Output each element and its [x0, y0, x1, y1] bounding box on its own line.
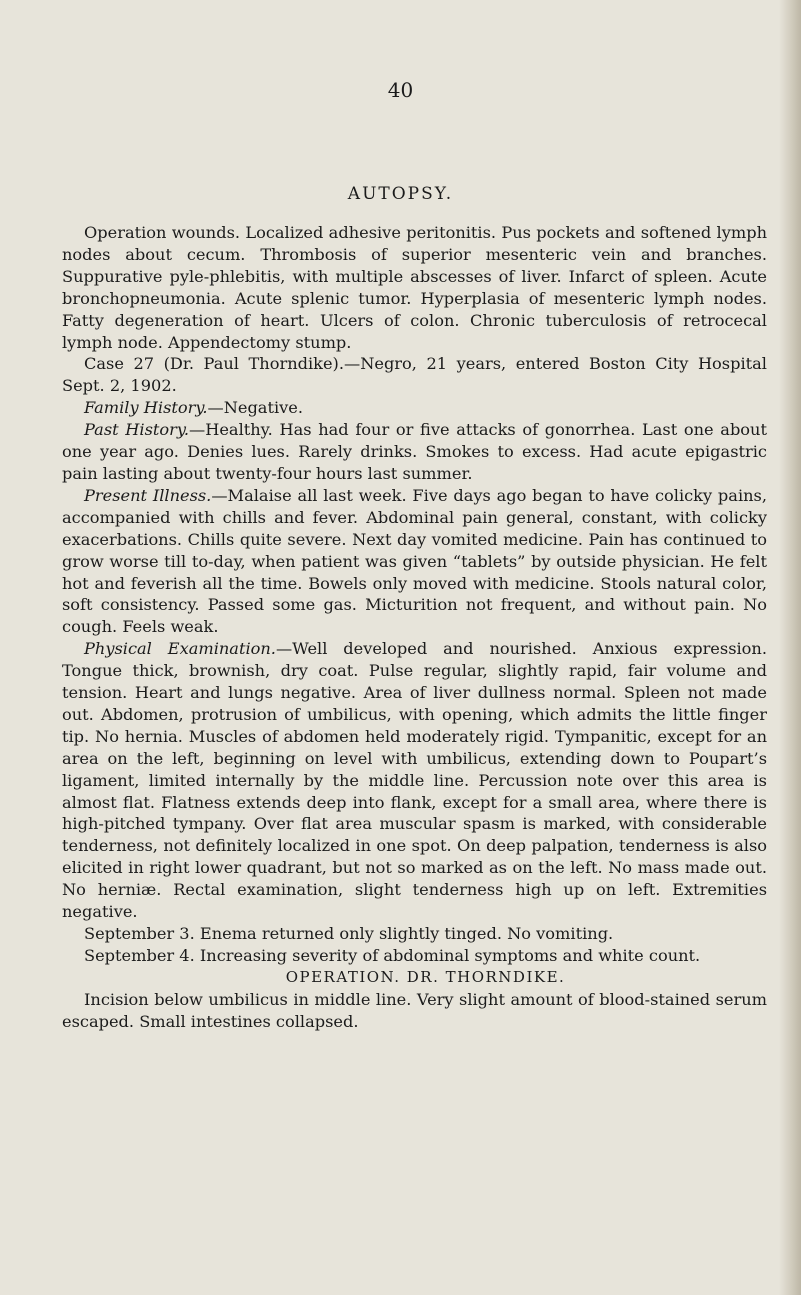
- present-illness-label: Present Illness.: [84, 485, 212, 505]
- past-history-label: Past History.: [84, 420, 190, 440]
- body-text: [62, 222, 767, 1033]
- family-history-paragraph: [62, 397, 767, 419]
- physical-examination-label: Physical Examination.: [84, 639, 276, 659]
- case-intro-paragraph: Case 27 (Dr. Paul Thorndike).—Negro, 21 years, entered Boston City Hospital Sept. 2, 1902.: [62, 354, 767, 396]
- family-history-text: —Negative.: [207, 398, 304, 418]
- physical-examination-text: —Well developed and nourished. Anxious expression. Tongue thick, brownish, dry coat. Pulse regular, slightly rapid, fair volume and tension. Heart and lungs negative. Area of liver dullness normal. Spleen not made out. Abdomen, protrusion of umbilicus, with opening, which admits the little finger tip. No hernia. Muscles of abdomen held moderately rigid. Tympanitic, except for an area on the left, beginning on level with umbilicus, extending down to Poupart’s ligament, limited internally by the middle line. Percussion note over this area is almost flat. Flatness extends deep into flank, except for a small area, where there is high-pitched tympany. Over flat area muscular spasm is marked, with considerable tenderness, not definitely localized in one spot. On deep palpation, tenderness is also elicited in right lower quadrant, but not so marked as on the left. No mass made out. No herniæ. Rectal examination, slight tenderness high up on left. Extremities negative.: [62, 639, 767, 922]
- present-illness-text: —Malaise all last week. Five days ago began to have colicky pains, accompanied with chills and fever. Abdominal pain general, constant, with colicky exacerbations. Chills quite severe. Next day vomited medicine. Pain has continued to grow worse till to-day, when patient was given “tablets” by outside physician. He felt hot and feverish all the time. Bowels only moved with medicine. Stools natural color, soft consistency. Passed some gas. Micturition not frequent, and without pain. No cough. Feels weak.: [62, 485, 767, 637]
- operation-heading: OPERATION. DR. THORNDIKE.: [285, 967, 566, 986]
- present-illness-paragraph: [62, 485, 767, 638]
- past-history-text: —Healthy. Has had four or five attacks of gonorrhea. Last one about one year ago. Denies lues. Rarely drinks. Smokes to excess. Had acute epigastric pain lasting about twenty-four hours last summer.: [62, 420, 767, 483]
- physical-examination-paragraph: [62, 638, 767, 923]
- family-history-label: Family History.: [84, 398, 208, 418]
- past-history-paragraph: [62, 419, 767, 485]
- operation-paragraph: Incision below umbilicus in middle line. Very slight amount of blood-stained serum escaped. Small intestines collapsed.: [62, 989, 767, 1031]
- september-4-paragraph: September 4. Increasing severity of abdominal symptoms and white count.: [84, 945, 701, 965]
- autopsy-paragraph: Operation wounds. Localized adhesive peritonitis. Pus pockets and softened lymph nodes about cecum. Thrombosis of superior mesenteric vein and branches. Suppurative pyle-phlebitis, with multiple abscesses of liver. Infarct of spleen. Acute bronchopneumonia. Acute splenic tumor. Hyperplasia of mesenteric lymph nodes. Fatty degeneration of heart. Ulcers of colon. Chronic tuberculosis of retrocecal lymph node. Appendectomy stump.: [62, 223, 767, 352]
- september-3-paragraph: September 3. Enema returned only slightly tinged. No vomiting.: [84, 924, 614, 943]
- page-number: 40: [387, 78, 414, 102]
- section-heading-autopsy: AUTOPSY.: [347, 184, 454, 204]
